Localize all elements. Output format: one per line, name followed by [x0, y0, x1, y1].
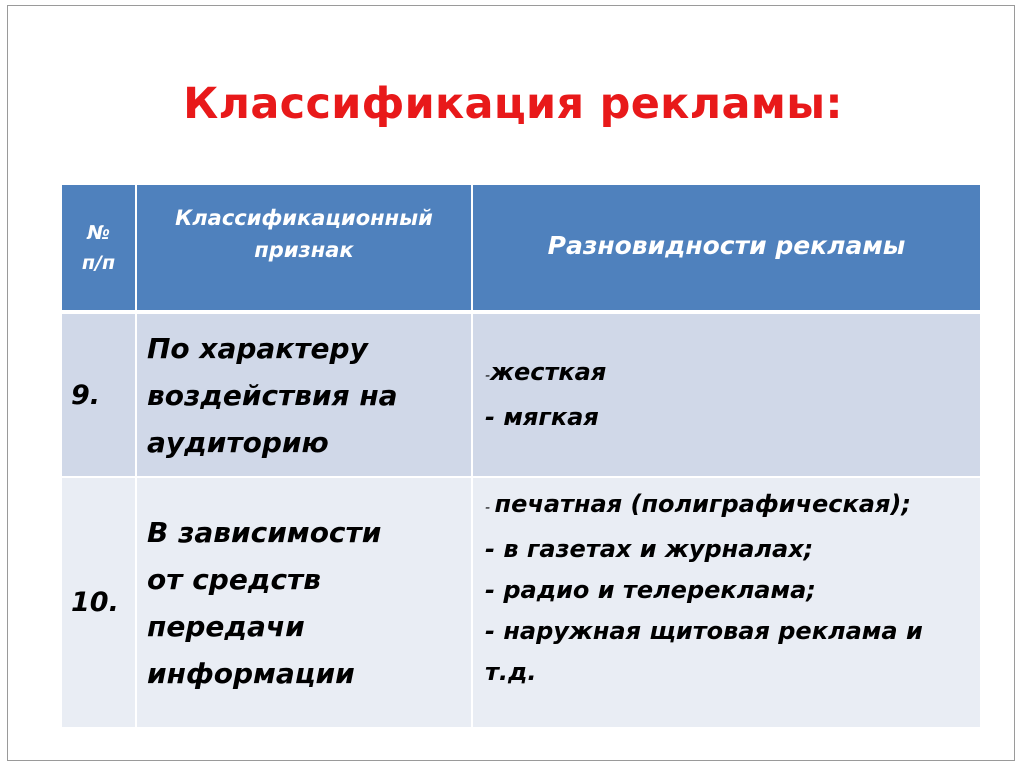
header-criterion-line2: признак — [254, 238, 354, 262]
criterion-line: информации — [147, 656, 355, 690]
kind-text: печатная (полиграфическая); — [494, 490, 911, 518]
criterion-line: аудиторию — [147, 425, 329, 459]
classification-table — [60, 183, 982, 729]
criterion-line: передачи — [147, 609, 305, 643]
table-header-row — [61, 184, 981, 312]
header-criterion-line1: Классификационный — [175, 206, 433, 230]
kind-text: жесткая — [490, 358, 607, 386]
kind-dash: - — [485, 576, 504, 604]
kind-item — [485, 397, 974, 438]
kind-item — [485, 529, 974, 570]
header-kinds: Разновидности рекламы — [472, 184, 981, 312]
kind-dash: - — [485, 617, 504, 645]
kind-dash: - — [485, 535, 504, 563]
kind-dash: - — [485, 500, 495, 516]
criterion-line: от средств — [147, 562, 322, 596]
header-number-line2: п/п — [81, 251, 116, 274]
criterion-line: По характеру — [147, 331, 368, 365]
row-kinds — [472, 312, 981, 477]
row-criterion — [136, 312, 472, 477]
table-row — [61, 477, 981, 728]
kind-text: т.д. — [485, 658, 537, 686]
kind-dash: - — [485, 368, 491, 384]
criterion-line: воздействия на — [147, 378, 398, 412]
kind-item — [485, 570, 974, 611]
slide — [7, 5, 1015, 761]
row-criterion — [136, 477, 472, 728]
row-number: 10. — [61, 477, 136, 728]
kind-item — [485, 611, 974, 652]
slide-title: Классификация рекламы: — [183, 79, 843, 129]
table-row — [61, 312, 981, 477]
kind-text: радио и телереклама; — [503, 576, 816, 604]
criterion-line: В зависимости — [147, 515, 382, 549]
header-number — [61, 184, 136, 312]
kind-item — [485, 352, 974, 397]
kind-text: наружная щитовая реклама и — [503, 617, 923, 645]
header-number-line1: № — [87, 221, 110, 244]
kind-text: в газетах и журналах; — [503, 535, 814, 563]
kind-item — [485, 484, 974, 529]
kind-text: мягкая — [503, 403, 599, 431]
row-kinds — [472, 477, 981, 728]
kind-dash: - — [485, 403, 504, 431]
row-number: 9. — [61, 312, 136, 477]
kind-item — [485, 652, 974, 693]
header-criterion — [136, 184, 472, 312]
